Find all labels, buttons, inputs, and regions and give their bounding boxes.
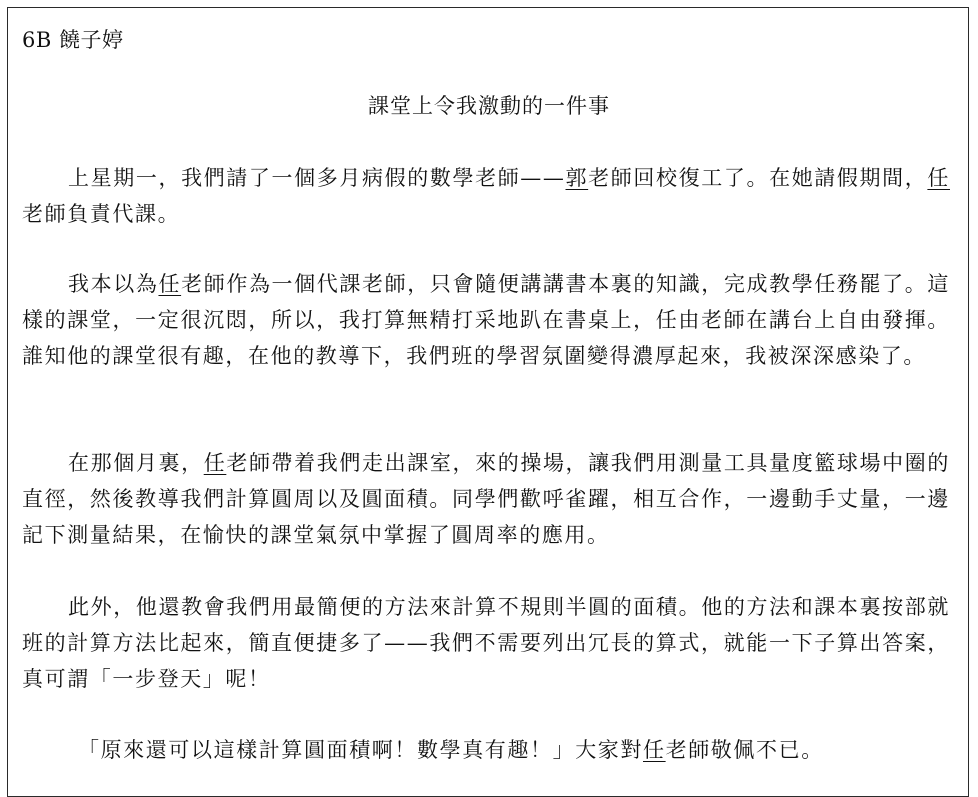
text-segment: 老師敬佩不已。 (665, 738, 824, 762)
text-segment: 上星期一，我們請了一個多月病假的數學老師—— (68, 166, 566, 190)
text-segment: 「原來還可以這樣計算圓面積啊！數學真有趣！」大家對 (78, 738, 643, 762)
text-segment: 此外，他還教會我們用最簡便的方法來計算不規則半圓的面積。他的方法和課本裏按部就班的計算方法比起來，簡直便捷多了——我們不需要列出冗長的算式，就能一下子算出答案，真可謂「一步登天」呢！ (22, 595, 950, 691)
text-segment: 老師作為一個代課老師，只會隨便講講書本裏的知識，完成教學任務罷了。這樣的課堂，一定很沉悶，所以，我打算無精打采地趴在書桌上，任由老師在講台上自由發揮。誰知他的課堂很有趣，在他的教導下，我們班的學習氛圍變得濃厚起來，我被深深感染了。 (22, 272, 950, 368)
text-segment: 老師負責代課。 (22, 202, 181, 226)
text-segment: 在那個月裏， (68, 451, 204, 475)
author-line: 6B 饒子婷 (22, 28, 124, 52)
text-segment: 我本以為 (68, 272, 159, 296)
text-segment: 老師回校復工了。在她請假期間， (588, 166, 928, 190)
paragraph-2 (22, 266, 950, 374)
paragraph-1 (22, 160, 950, 232)
underlined-name: 郭 (565, 166, 589, 190)
paragraph-5 (22, 732, 950, 768)
paragraph-3 (22, 445, 950, 553)
essay-title: 課堂上令我激動的一件事 (368, 94, 610, 118)
underlined-name: 任 (927, 166, 950, 190)
text-segment: 老師帶着我們走出課室，來的操場，讓我們用測量工具量度籃球場中圈的直徑，然後教導我們計算圓周以及圓面積。同學們歡呼雀躍，相互合作，一邊動手丈量，一邊記下測量結果，在愉快的課堂氣氛中掌握了圓周率的應用。 (22, 451, 950, 547)
underlined-name: 任 (643, 738, 666, 762)
underlined-name: 任 (203, 451, 227, 475)
underlined-name: 任 (158, 272, 182, 296)
paragraph-4 (22, 589, 950, 697)
